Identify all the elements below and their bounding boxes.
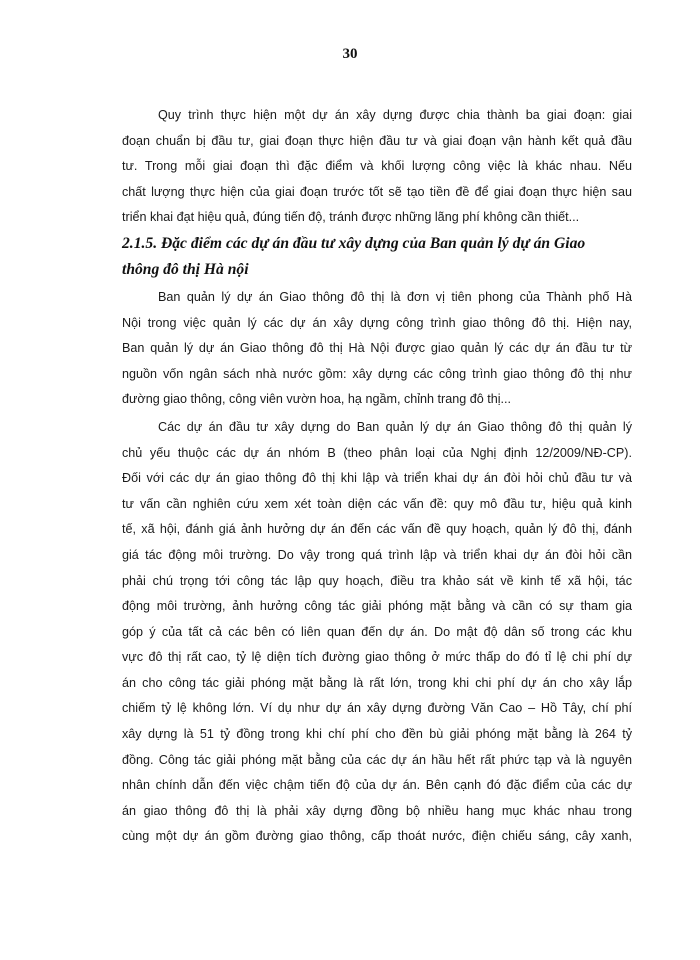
text-line: động môi trường, ảnh hưởng công tác giải phóng mặt bằng và cần có sự tham gia <box>122 599 632 614</box>
section-heading <box>122 231 632 283</box>
text-line: chiếm tỷ lệ không lớn. Ví dụ như dự án xây dựng đường Văn Cao – Hồ Tây, chí phí <box>122 701 632 716</box>
text-line: Nội trong việc quản lý các dự án xây dựng công trình giao thông đô thị. Hiện nay, <box>122 315 632 330</box>
text-line: xây dựng là 51 tỷ đồng trong khi chí phí cho đền bù giải phóng mặt bằng là 264 tỷ <box>122 727 632 742</box>
text-line: cùng một dự án gồm đường giao thông, cấp thoát nước, điện chiếu sáng, cây xanh, <box>122 829 632 844</box>
heading-line: thông đô thị Hà nội <box>122 260 249 278</box>
text-line: nhân chính dẫn đến việc chậm tiến độ của dự án. Bên cạnh đó đặc điểm của các dự <box>122 778 632 793</box>
text-line: đồng. Công tác giải phóng mặt bằng của các dự án hầu hết rất phức tạp và là nguyên <box>122 752 632 767</box>
text-line: vực đô thị rất cao, tỷ lệ diện tích đường giao thông ở mức thấp do đó tỉ lệ chi phí dự <box>122 650 632 665</box>
text-line: chất lượng thực hiện của giai đoạn trước tốt sẽ tạo tiền đề để giai đoạn thực hiện sau <box>122 184 632 199</box>
text-line: án giao thông đô thị là phải xây dựng đồng bộ nhiều hang mục khác nhau trong <box>122 803 632 818</box>
text-line: giá tác động môi trường. Do vậy trong quá trình lập và triển khai dự án đòi hỏi cần <box>122 547 632 562</box>
text-line: Đối với các dự án giao thông đô thị khi lập và triển khai dự án đòi hỏi chủ đầu tư và <box>122 471 632 486</box>
heading-line: 2.1.5. Đặc điểm các dự án đầu tư xây dựng của Ban quản lý dự án Giao <box>122 234 586 252</box>
text-line: đường giao thông, công viên vườn hoa, hạ ngầm, chỉnh trang đô thị... <box>122 392 512 407</box>
text-line: tế, xã hội, đánh giá ảnh hưởng dự án đến các vấn đề quy hoạch, quản lý đô thị, đánh <box>122 522 632 537</box>
text-line: Quy trình thực hiện một dự án xây dựng được chia thành ba giai đoạn: giai <box>158 108 632 122</box>
text-line: Các dự án đầu tư xây dựng do Ban quản lý dự án Giao thông đô thị quản lý <box>158 419 632 434</box>
paragraph-management-board <box>122 285 632 413</box>
text-line: Ban quản lý dự án Giao thông đô thị là đơn vị tiên phong của Thành phố Hà <box>158 289 632 304</box>
text-line: chủ yếu thuộc các dự án nhóm B (theo phân loại của Nghị định 12/2009/NĐ-CP). <box>122 445 632 460</box>
text-line: án cho công tác giải phóng mặt bằng là rất lớn, trong khi chi phí dự án cho xây lắp <box>122 675 632 690</box>
text-line: tư vấn cần nghiên cứu xem xét toàn diện các vấn đề: quy mô đầu tư, hiệu quả kinh <box>122 496 632 511</box>
text-line: nguồn vốn ngân sách nhà nước gồm: xây dựng các công trình giao thông đô thị như <box>122 366 632 381</box>
text-line: tư. Trong mỗi giai đoạn thì đặc điểm và khối lượng công việc là khác nhau. Nếu <box>122 159 632 174</box>
page-number: 30 <box>342 46 358 62</box>
text-line: đoạn chuẩn bị đầu tư, giai đoạn thực hiện đầu tư và giai đoạn vận hành kết quả đầu <box>122 133 632 148</box>
paragraph-project-characteristics <box>122 415 632 850</box>
text-line: góp ý của tất cả các bên có liên quan đến dự án. Do mật độ dân số trong các khu <box>122 624 632 639</box>
text-line: phải chú trọng tới công tác lập quy hoạch, điều tra khảo sát về kinh tế xã hội, tác <box>122 573 632 588</box>
paragraph-process-stages <box>122 103 632 231</box>
page-content <box>122 103 632 850</box>
text-line: Ban quản lý dự án Giao thông đô thị Hà Nội được giao quản lý các dự án đầu tư từ <box>122 341 632 356</box>
text-line: triển khai đạt hiệu quả, đúng tiến độ, tránh được những lãng phí không cần thiết... <box>122 210 580 225</box>
